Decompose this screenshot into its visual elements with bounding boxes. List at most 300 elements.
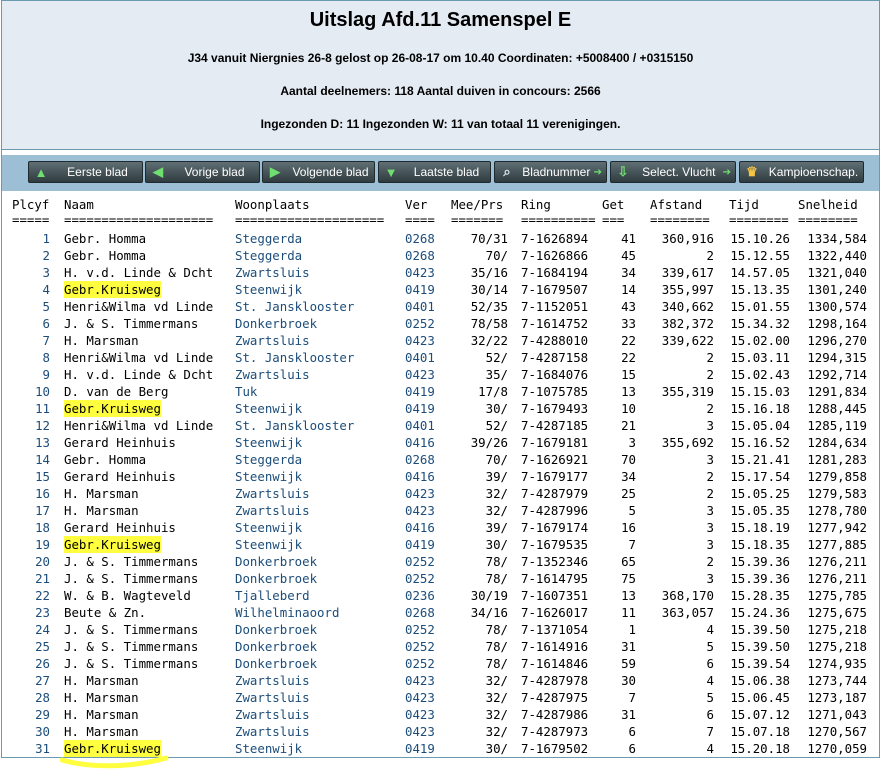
header-club: Ver	[405, 197, 428, 212]
cell-received: 6	[628, 724, 636, 739]
header-separator: ==========	[521, 212, 596, 227]
cell-received: 45	[621, 248, 636, 263]
cell-time: 15.05.25	[730, 486, 790, 501]
header-separator: ========	[798, 212, 858, 227]
header-separator: ========	[650, 212, 710, 227]
cell-entries: 32/	[485, 486, 508, 501]
table-row	[2, 230, 879, 247]
cell-distance: 340,662	[661, 299, 714, 314]
cell-name: Gebr. Homma	[64, 248, 147, 263]
header-received: Get	[602, 197, 625, 212]
cell-distance: 2	[706, 248, 714, 263]
cell-received: 22	[621, 333, 636, 348]
results-frame	[1, 0, 880, 758]
cell-time: 15.02.00	[730, 333, 790, 348]
cell-ring: 7-1614752	[521, 316, 589, 331]
cell-club: 0419	[405, 741, 435, 756]
search-icon: ⌕	[503, 164, 511, 179]
cell-distance: 339,617	[661, 265, 714, 280]
cell-name: H. Marsman	[64, 333, 139, 348]
cell-ring: 7-1371054	[521, 622, 589, 637]
cell-name: J. & S. Timmermans	[64, 656, 199, 671]
cell-distance: 368,170	[661, 588, 714, 603]
cell-place: 17	[35, 503, 50, 518]
cell-place: 26	[35, 656, 50, 671]
cell-name: Henri&Wilma vd Linde	[64, 418, 214, 433]
cell-time: 15.34.32	[730, 316, 790, 331]
cell-time: 14.57.05	[730, 265, 790, 280]
header-speed: Snelheid	[798, 197, 858, 212]
cell-received: 11	[621, 605, 636, 620]
cell-speed: 1274,935	[807, 656, 867, 671]
cell-club: 0416	[405, 520, 435, 535]
table-row	[2, 706, 879, 723]
header-separator: ====================	[235, 212, 385, 227]
cell-distance: 4	[706, 622, 714, 637]
cell-ring: 7-1679493	[521, 401, 589, 416]
cell-ring: 7-1679174	[521, 520, 589, 535]
cell-club: 0268	[405, 248, 435, 263]
cell-place: 10	[35, 384, 50, 399]
cell-place: 13	[35, 435, 50, 450]
cell-club: 0423	[405, 367, 435, 382]
cell-name: H. Marsman	[64, 486, 139, 501]
cell-ring: 7-4287996	[521, 503, 589, 518]
cell-received: 7	[628, 537, 636, 552]
select-flight-button[interactable]: ⇩ Select. Vlucht ➔	[610, 161, 736, 183]
cell-speed: 1277,885	[807, 537, 867, 552]
cell-speed: 1285,119	[807, 418, 867, 433]
cell-entries: 39/	[485, 520, 508, 535]
download-icon: ⇩	[617, 164, 629, 179]
cell-speed: 1321,040	[807, 265, 867, 280]
cell-entries: 30/14	[470, 282, 508, 297]
cell-place: 12	[35, 418, 50, 433]
cell-club: 0252	[405, 571, 435, 586]
cell-distance: 363,057	[661, 605, 714, 620]
cell-time: 15.03.11	[730, 350, 790, 365]
cell-distance: 2	[706, 367, 714, 382]
cell-place: 6	[42, 316, 50, 331]
cell-time: 15.02.43	[730, 367, 790, 382]
table-row	[2, 723, 879, 740]
cell-received: 31	[621, 707, 636, 722]
cell-town: Zwartsluis	[235, 333, 310, 348]
cell-club: 0423	[405, 690, 435, 705]
cell-place: 4	[42, 282, 50, 297]
cell-club: 0423	[405, 265, 435, 280]
cell-ring: 7-1626894	[521, 231, 589, 246]
cell-entries: 52/35	[470, 299, 508, 314]
cell-entries: 78/	[485, 656, 508, 671]
table-row	[2, 536, 879, 553]
cell-club: 0423	[405, 707, 435, 722]
table-row	[2, 570, 879, 587]
cell-name: H. v.d. Linde & Dcht	[64, 367, 214, 382]
cell-place: 19	[35, 537, 50, 552]
cell-club: 0252	[405, 316, 435, 331]
cell-time: 15.39.36	[730, 571, 790, 586]
cell-ring: 7-1679502	[521, 741, 589, 756]
cell-club: 0423	[405, 724, 435, 739]
cell-distance: 3	[706, 520, 714, 535]
cell-entries: 52/	[485, 350, 508, 365]
cell-name: Gebr. Homma	[64, 452, 147, 467]
cell-time: 15.18.35	[730, 537, 790, 552]
cell-time: 15.18.19	[730, 520, 790, 535]
table-row	[2, 366, 879, 383]
cell-entries: 17/8	[478, 384, 508, 399]
cell-place: 30	[35, 724, 50, 739]
cell-ring: 7-1607351	[521, 588, 589, 603]
table-row	[2, 451, 879, 468]
cell-distance: 355,319	[661, 384, 714, 399]
cell-name: Gebr.Kruisweg	[64, 741, 161, 756]
header-place: Plcyf	[12, 197, 50, 212]
cell-name: H. Marsman	[64, 707, 139, 722]
cell-time: 15.12.55	[730, 248, 790, 263]
cell-town: Zwartsluis	[235, 707, 310, 722]
cell-town: Donkerbroek	[235, 554, 318, 569]
cell-ring: 7-1614916	[521, 639, 589, 654]
arrow-down-icon: ▼	[384, 164, 398, 180]
page-number-button[interactable]: ⌕ Bladnummer ➔	[494, 161, 607, 183]
cell-town: Steenwijk	[235, 401, 303, 416]
cell-town: Steenwijk	[235, 282, 303, 297]
cell-town: Donkerbroek	[235, 656, 318, 671]
next-page-button[interactable]: ▶ Volgende blad	[262, 161, 375, 183]
cell-town: Donkerbroek	[235, 571, 318, 586]
cell-name: Gebr.Kruisweg	[64, 401, 161, 416]
cell-ring: 7-4287978	[521, 673, 589, 688]
cell-town: Zwartsluis	[235, 265, 310, 280]
cell-ring: 7-1152051	[521, 299, 589, 314]
arrow-right-icon: ▶	[270, 164, 280, 179]
table-row	[2, 298, 879, 315]
cell-entries: 32/	[485, 690, 508, 705]
cell-ring: 7-1684194	[521, 265, 589, 280]
cell-received: 10	[621, 401, 636, 416]
cell-club: 0419	[405, 537, 435, 552]
table-row	[2, 553, 879, 570]
cell-name: Gerard Heinhuis	[64, 469, 176, 484]
cell-received: 13	[621, 384, 636, 399]
cell-time: 15.28.35	[730, 588, 790, 603]
cell-ring: 7-1679177	[521, 469, 589, 484]
cell-ring: 7-1614795	[521, 571, 589, 586]
cell-received: 33	[621, 316, 636, 331]
cell-town: Steggerda	[235, 231, 303, 246]
cell-place: 25	[35, 639, 50, 654]
cell-name: Henri&Wilma vd Linde	[64, 299, 214, 314]
cell-time: 15.16.52	[730, 435, 790, 450]
cell-received: 75	[621, 571, 636, 586]
cell-name: H. Marsman	[64, 673, 139, 688]
cell-name: H. Marsman	[64, 690, 139, 705]
cell-place: 11	[35, 401, 50, 416]
cell-ring: 7-4287185	[521, 418, 589, 433]
cell-speed: 1275,675	[807, 605, 867, 620]
cell-received: 6	[628, 741, 636, 756]
cell-place: 27	[35, 673, 50, 688]
cell-place: 15	[35, 469, 50, 484]
cell-ring: 7-1684076	[521, 367, 589, 382]
cell-name: H. Marsman	[64, 503, 139, 518]
cell-club: 0419	[405, 282, 435, 297]
results-header	[2, 1, 879, 150]
cell-town: Steggerda	[235, 248, 303, 263]
table-row	[2, 468, 879, 485]
cell-town: Donkerbroek	[235, 622, 318, 637]
table-row	[2, 281, 879, 298]
cell-distance: 360,916	[661, 231, 714, 246]
cell-speed: 1322,440	[807, 248, 867, 263]
cell-place: 23	[35, 605, 50, 620]
cell-entries: 30/19	[470, 588, 508, 603]
table-row	[2, 604, 879, 621]
cell-time: 15.13.35	[730, 282, 790, 297]
cell-ring: 7-1626866	[521, 248, 589, 263]
cell-speed: 1281,283	[807, 452, 867, 467]
cell-time: 15.06.38	[730, 673, 790, 688]
cell-ring: 7-1075785	[521, 384, 589, 399]
cell-speed: 1275,218	[807, 622, 867, 637]
participants-info: Aantal deelnemers: 118 Aantal duiven in concours: 2566	[280, 84, 601, 98]
header-separator: ===	[602, 212, 625, 227]
cell-received: 22	[621, 350, 636, 365]
cell-time: 15.39.50	[730, 622, 790, 637]
cell-club: 0236	[405, 588, 435, 603]
cell-speed: 1273,744	[807, 673, 867, 688]
cell-place: 2	[42, 248, 50, 263]
cell-speed: 1279,583	[807, 486, 867, 501]
cell-distance: 4	[706, 673, 714, 688]
cell-place: 20	[35, 554, 50, 569]
table-row	[2, 332, 879, 349]
cell-distance: 5	[706, 690, 714, 705]
arrow-up-icon: ▲	[34, 164, 48, 180]
cell-club: 0252	[405, 554, 435, 569]
cell-club: 0401	[405, 350, 435, 365]
cell-received: 65	[621, 554, 636, 569]
cell-received: 5	[628, 503, 636, 518]
table-row	[2, 315, 879, 332]
cell-time: 15.10.26	[730, 231, 790, 246]
cell-received: 14	[621, 282, 636, 297]
cell-received: 1	[628, 622, 636, 637]
cell-town: Steenwijk	[235, 537, 303, 552]
cell-town: St. Jansklooster	[235, 299, 355, 314]
cell-entries: 70/31	[470, 231, 508, 246]
crown-icon: ♛	[746, 164, 758, 179]
cell-received: 43	[621, 299, 636, 314]
cell-ring: 7-4287986	[521, 707, 589, 722]
cell-speed: 1279,858	[807, 469, 867, 484]
cell-distance: 3	[706, 571, 714, 586]
cell-name: Gebr.Kruisweg	[64, 537, 161, 552]
cell-time: 15.17.54	[730, 469, 790, 484]
cell-entries: 39/	[485, 469, 508, 484]
championship-button[interactable]: ♛ Kampioenschap.	[739, 161, 864, 183]
cell-speed: 1277,942	[807, 520, 867, 535]
cell-place: 1	[42, 231, 50, 246]
previous-page-button[interactable]: ◀ Vorige blad	[145, 161, 260, 183]
cell-received: 59	[621, 656, 636, 671]
page-title: Uitslag Afd.11 Samenspel E	[309, 9, 572, 31]
cell-speed: 1300,574	[807, 299, 867, 314]
header-separator: ====	[405, 212, 435, 227]
cell-name: J. & S. Timmermans	[64, 639, 199, 654]
cell-name: Gerard Heinhuis	[64, 435, 176, 450]
cell-town: Tjalleberd	[235, 588, 310, 603]
cell-entries: 52/	[485, 418, 508, 433]
cell-entries: 78/58	[470, 316, 508, 331]
cell-entries: 32/	[485, 673, 508, 688]
first-page-button[interactable]: ▲ Eerste blad	[28, 161, 143, 183]
cell-speed: 1270,059	[807, 741, 867, 756]
cell-club: 0268	[405, 452, 435, 467]
cell-distance: 6	[706, 656, 714, 671]
cell-distance: 4	[706, 741, 714, 756]
cell-place: 28	[35, 690, 50, 705]
cell-time: 15.15.03	[730, 384, 790, 399]
table-row	[2, 247, 879, 264]
cell-name: W. & B. Wagteveld	[64, 588, 191, 603]
cell-speed: 1292,714	[807, 367, 867, 382]
cell-place: 5	[42, 299, 50, 314]
cell-entries: 30/	[485, 537, 508, 552]
table-row	[2, 349, 879, 366]
cell-speed: 1275,218	[807, 639, 867, 654]
cell-name: J. & S. Timmermans	[64, 554, 199, 569]
cell-speed: 1296,270	[807, 333, 867, 348]
cell-speed: 1301,240	[807, 282, 867, 297]
cell-town: St. Jansklooster	[235, 418, 355, 433]
cell-name: J. & S. Timmermans	[64, 316, 199, 331]
cell-distance: 6	[706, 707, 714, 722]
cell-time: 15.01.55	[730, 299, 790, 314]
cell-club: 0252	[405, 656, 435, 671]
header-time: Tijd	[729, 197, 759, 212]
cell-time: 15.07.18	[730, 724, 790, 739]
cell-town: Zwartsluis	[235, 367, 310, 382]
table-row	[2, 587, 879, 604]
last-page-button[interactable]: ▼ Laatste blad	[378, 161, 491, 183]
cell-received: 30	[621, 673, 636, 688]
table-row	[2, 638, 879, 655]
cell-entries: 78/	[485, 639, 508, 654]
cell-town: Zwartsluis	[235, 724, 310, 739]
cell-received: 31	[621, 639, 636, 654]
cell-club: 0401	[405, 299, 435, 314]
cell-place: 7	[42, 333, 50, 348]
cell-club: 0401	[405, 418, 435, 433]
cell-speed: 1278,780	[807, 503, 867, 518]
cell-place: 31	[35, 741, 50, 756]
cell-distance: 7	[706, 724, 714, 739]
cell-town: Zwartsluis	[235, 690, 310, 705]
cell-entries: 32/22	[470, 333, 508, 348]
cell-name: Gebr. Homma	[64, 231, 147, 246]
cell-time: 15.24.36	[730, 605, 790, 620]
cell-town: Zwartsluis	[235, 673, 310, 688]
cell-club: 0268	[405, 231, 435, 246]
cell-received: 41	[621, 231, 636, 246]
cell-ring: 7-4287975	[521, 690, 589, 705]
cell-speed: 1273,187	[807, 690, 867, 705]
cell-time: 15.05.35	[730, 503, 790, 518]
cell-name: Gerard Heinhuis	[64, 520, 176, 535]
cell-club: 0252	[405, 622, 435, 637]
cell-distance: 3	[706, 503, 714, 518]
cell-distance: 355,692	[661, 435, 714, 450]
cell-entries: 32/	[485, 503, 508, 518]
header-separator: =====	[12, 212, 50, 227]
cell-entries: 35/16	[470, 265, 508, 280]
cell-received: 16	[621, 520, 636, 535]
cell-distance: 2	[706, 401, 714, 416]
cell-time: 15.39.54	[730, 656, 790, 671]
cell-distance: 2	[706, 469, 714, 484]
cell-name: Henri&Wilma vd Linde	[64, 350, 214, 365]
cell-town: Steenwijk	[235, 435, 303, 450]
cell-entries: 32/	[485, 724, 508, 739]
cell-place: 21	[35, 571, 50, 586]
cell-place: 29	[35, 707, 50, 722]
cell-ring: 7-1626921	[521, 452, 589, 467]
cell-ring: 7-1679181	[521, 435, 589, 450]
cell-place: 14	[35, 452, 50, 467]
cell-name: D. van de Berg	[64, 384, 169, 399]
cell-speed: 1288,445	[807, 401, 867, 416]
arrow-left-icon: ◀	[153, 164, 163, 179]
cell-entries: 30/	[485, 401, 508, 416]
header-separator: ========	[729, 212, 789, 227]
table-row	[2, 689, 879, 706]
cell-ring: 7-1679535	[521, 537, 589, 552]
cell-town: Steenwijk	[235, 520, 303, 535]
cell-town: Steenwijk	[235, 741, 303, 756]
cell-time: 15.06.45	[730, 690, 790, 705]
cell-received: 25	[621, 486, 636, 501]
cell-distance: 2	[706, 554, 714, 569]
cell-entries: 78/	[485, 571, 508, 586]
cell-club: 0423	[405, 486, 435, 501]
go-arrow-icon: ➔	[722, 166, 731, 178]
cell-ring: 7-4287158	[521, 350, 589, 365]
table-row	[2, 400, 879, 417]
cell-received: 21	[621, 418, 636, 433]
cell-received: 34	[621, 469, 636, 484]
cell-distance: 3	[706, 537, 714, 552]
cell-name: H. Marsman	[64, 724, 139, 739]
cell-club: 0423	[405, 673, 435, 688]
header-ring: Ring	[521, 197, 551, 212]
cell-entries: 34/16	[470, 605, 508, 620]
cell-name: J. & S. Timmermans	[64, 622, 199, 637]
cell-club: 0419	[405, 401, 435, 416]
table-row	[2, 621, 879, 638]
cell-distance: 2	[706, 486, 714, 501]
cell-place: 8	[42, 350, 50, 365]
cell-speed: 1271,043	[807, 707, 867, 722]
table-row	[2, 672, 879, 689]
cell-received: 13	[621, 588, 636, 603]
cell-received: 70	[621, 452, 636, 467]
cell-place: 3	[42, 265, 50, 280]
cell-name: H. v.d. Linde & Dcht	[64, 265, 214, 280]
cell-club: 0423	[405, 503, 435, 518]
